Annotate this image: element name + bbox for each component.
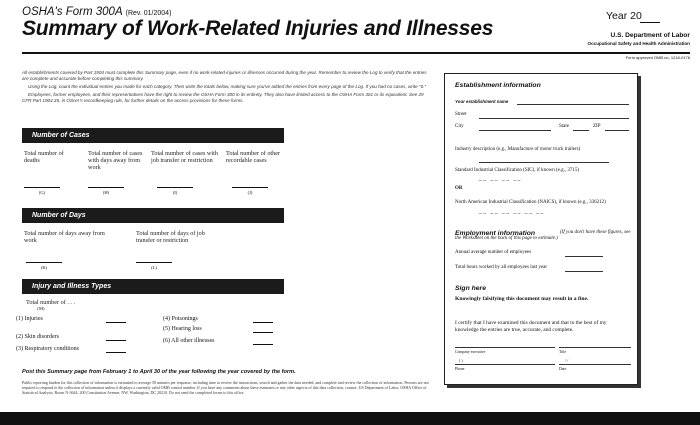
sic-field[interactable]: __ __ __ __	[479, 176, 522, 182]
employment-note: (If you don't have these figures, see the Worksheet on the back of this page to estimate.)	[455, 230, 631, 241]
zip-field[interactable]	[605, 130, 629, 131]
sign-heading: Sign here	[455, 285, 486, 292]
establishment-heading: Establishment information	[455, 82, 541, 89]
city-field[interactable]	[479, 130, 551, 131]
skin-disorders-field[interactable]	[106, 340, 126, 341]
company-executive-label: Company executive	[455, 350, 486, 354]
code-l: (L)	[151, 265, 157, 270]
posting-notice: Post this Summary page from February 1 to April 30 of the year following the year covered by the form.	[22, 369, 296, 375]
zip-label: ZIP	[593, 124, 601, 129]
company-executive-field[interactable]	[455, 347, 555, 348]
industry-label: Industry description (e.g., Manufacture of motor truck trailers)	[455, 147, 581, 152]
total-hours-label: Total hours worked by all employees last year	[455, 265, 547, 270]
street-field[interactable]	[479, 118, 629, 119]
year-label: Year 20	[606, 10, 642, 22]
transfer-days-field[interactable]	[136, 262, 172, 263]
date-format: / /	[565, 358, 569, 363]
title-label: Title	[559, 350, 567, 354]
title-field[interactable]	[559, 347, 631, 348]
poisonings-field[interactable]	[253, 322, 273, 323]
form-name: OSHA's Form 300A (Rev. 01/2004)	[22, 6, 172, 18]
intro-paragraph: All establishments covered by Part 1904 must complete this Summary page, even if no work-related injuries or illnesses occurred during the year. Remember to review the Log to verify that the entries are complete and accurate before completing this summary.	[22, 70, 427, 81]
intro-text	[22, 70, 434, 106]
transfer-cases-label: Total number of cases with job transfer or restriction	[151, 150, 218, 165]
types-total-label: Total number of . . .	[26, 299, 76, 306]
skin-disorders-label: (2) Skin disorders	[16, 334, 59, 340]
bottom-bar	[0, 412, 700, 425]
establishment-name-field[interactable]	[517, 104, 629, 105]
certification-text: I certify that I have examined this document and that to the best of my knowledge the entries are true, accurate, and complete.	[455, 320, 607, 333]
phone-field[interactable]	[455, 364, 555, 365]
sic-label: Standard Industrial Classification (SIC), if known (e.g., 3715)	[455, 168, 580, 173]
phone-format: ( )	[459, 358, 463, 363]
code-g: (G)	[38, 190, 46, 195]
establishment-panel	[444, 73, 638, 385]
days-heading: Number of Days	[22, 208, 284, 223]
other-cases-label: Total number of other recordable cases	[226, 150, 281, 165]
days-away-cases-field[interactable]	[88, 187, 124, 188]
code-h: (H)	[102, 190, 110, 195]
page-title: Summary of Work-Related Injuries and Illnesses	[22, 17, 494, 40]
deaths-field[interactable]	[24, 187, 60, 188]
form-revision: (Rev. 01/2004)	[125, 10, 172, 17]
code-k: (K)	[40, 265, 48, 270]
code-i: (I)	[172, 190, 178, 195]
street-label: Street	[455, 112, 467, 117]
hearing-loss-field[interactable]	[253, 332, 273, 333]
other-cases-field[interactable]	[232, 187, 268, 188]
header-divider	[22, 52, 690, 54]
cases-heading: Number of Cases	[22, 128, 284, 143]
falsify-warning: Knowingly falsifying this document may result in a fine.	[455, 296, 589, 302]
intro-paragraph: Employees, former employees, and their representatives have the right to review the OSHA Form 300 in its entirety. They also have limited access to the OSHA Form 301 or its equivalent. See 29 CFR Part 1904.35, in OSHA's recordkeeping rule, for further details on the access provisions for these forms.	[22, 92, 424, 103]
types-heading: Injury and Illness Types	[22, 279, 284, 294]
transfer-cases-field[interactable]	[157, 187, 193, 188]
avg-employees-label: Annual average number of employees	[455, 250, 532, 255]
code-j: (J)	[247, 190, 253, 195]
days-away-field[interactable]	[26, 262, 62, 263]
injuries-label: (1) Injuries	[16, 316, 43, 322]
date-label: Date	[559, 367, 567, 371]
days-away-label: Total number of days away from work	[24, 230, 105, 245]
other-illnesses-label: (6) All other illnesses	[163, 338, 215, 344]
poisonings-label: (4) Poisonings	[163, 316, 198, 322]
hearing-loss-label: (5) Hearing loss	[163, 326, 202, 332]
year-field[interactable]	[640, 22, 660, 23]
injuries-field[interactable]	[106, 322, 126, 323]
department-name: U.S. Department of Labor	[610, 32, 690, 39]
omb-number: Form approved OMB no. 1218-0176	[625, 55, 690, 60]
state-field[interactable]	[573, 130, 589, 131]
total-hours-field[interactable]	[565, 271, 603, 272]
naics-field[interactable]: __ __ __ __ __ __	[479, 209, 545, 215]
establishment-name-label: Your establishment name	[455, 99, 509, 104]
date-field[interactable]	[559, 364, 631, 365]
city-label: City	[455, 124, 464, 129]
transfer-days-label: Total number of days of job transfer or restriction	[136, 230, 205, 245]
respiratory-field[interactable]	[106, 352, 126, 353]
intro-paragraph: Using the Log, count the individual entries you made for each category. Then write the totals below, making sure you've added the entries from every page of the Log. If you had no cases, write "0."	[28, 84, 427, 89]
state-label: State	[559, 124, 569, 129]
avg-employees-field[interactable]	[565, 256, 603, 257]
days-away-cases-label: Total number of cases with days away from work	[88, 150, 143, 172]
burden-statement: Public reporting burden for this collection of information is estimated to average 58 minutes per response, including time to review the instructions, search and gather the data needed, and complete and review the collection of information. Persons are not required to respond to the collection of information unless it displays a currently valid OMB control number. If you have any comments about these estimates or any other aspects of this data collection, contact: US Department of Labor, OSHA Office of Statistical Analysis, Room N-3644, 200 Constitution Avenue, NW, Washington, DC 20210. Do not send the completed forms to this office.	[22, 380, 429, 395]
other-illnesses-field[interactable]	[253, 344, 273, 345]
employment-heading: Employment information	[455, 230, 536, 237]
phone-label: Phone	[455, 367, 465, 371]
or-label: OR	[455, 186, 463, 191]
agency-name: Occupational Safety and Health Administration	[587, 41, 690, 46]
naics-label: North American Industrial Classification (NAICS), if known (e.g., 336212)	[455, 200, 606, 205]
industry-field[interactable]	[479, 162, 609, 163]
respiratory-label: (3) Respiratory conditions	[16, 346, 79, 352]
code-m: (M)	[37, 306, 45, 311]
deaths-label: Total number of deaths	[24, 150, 64, 165]
